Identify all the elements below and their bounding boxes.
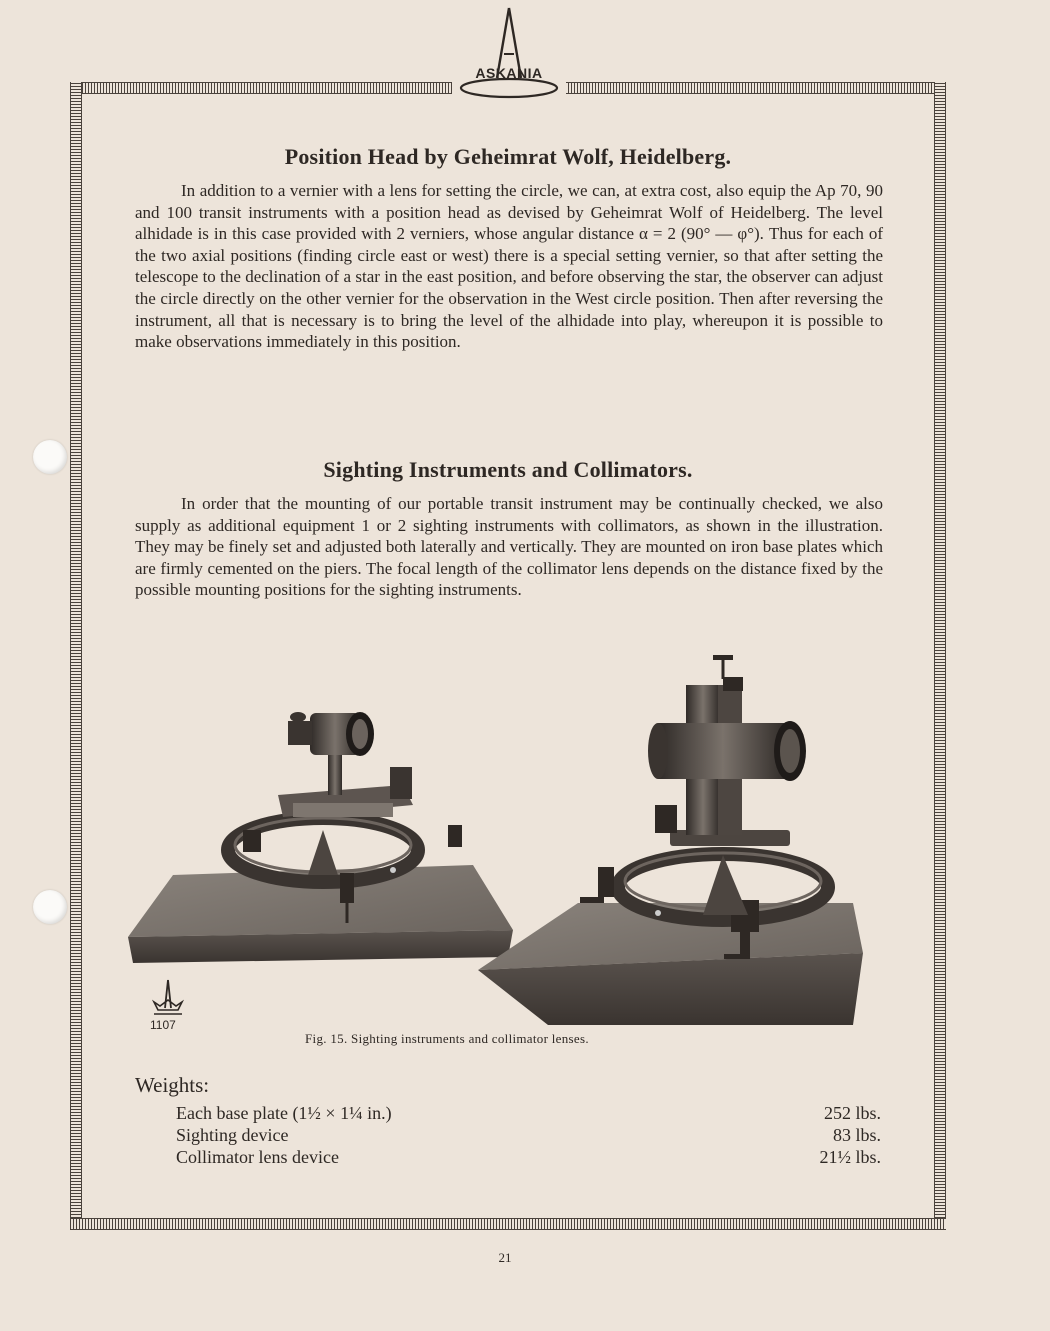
svg-text:ASKANIA: ASKANIA <box>475 65 543 81</box>
askania-crown-mark-icon <box>150 978 186 1018</box>
weights-table <box>176 1102 881 1168</box>
weight-value: 252 lbs. <box>823 1103 881 1123</box>
weight-label: Sighting device <box>176 1125 289 1145</box>
punch-hole-upper <box>33 440 67 474</box>
section-title-position-head: Position Head by Geheimrat Wolf, Heidelberg. <box>284 144 732 169</box>
figure-caption: Fig. 15. Sighting instruments and collimator lenses. <box>305 1031 589 1046</box>
section-body-sighting-instruments: In order that the mounting of our portable transit instrument may be continually checked, we also supply as additional equipment 1 or 2 sighting instruments with collimators, as shown in the illustration. They may be finely set and adjusted both laterally and vertically. They are mounted on iron base plates which are firmly cemented on the piers. The focal length of the collimator lens depends on the distance fixed by the possible mounting positions for the sighting instruments. <box>135 494 883 600</box>
weight-value: 83 lbs. <box>832 1125 881 1145</box>
weights-row <box>176 1124 881 1146</box>
weights-row <box>176 1146 881 1168</box>
weight-label: Collimator lens device <box>176 1147 339 1167</box>
weights-title: Weights: <box>135 1073 210 1097</box>
sighting-device-image <box>128 712 513 963</box>
section-title-sighting-instruments: Sighting Instruments and Collimators. <box>323 457 693 482</box>
figure-illustration <box>128 645 898 1040</box>
frame-right-border <box>934 82 946 1230</box>
weights-row <box>176 1102 881 1124</box>
frame-left-border <box>70 82 82 1230</box>
section-body-position-head: In addition to a vernier with a lens for setting the circle, we can, at extra cost, also equip the Ap 70, 90 and 100 transit instruments with a position head as devised by Geheimrat Wolf of Heidelberg. The level alhidade is in this case provided with 2 verniers, whose angular distance α = 2 (90° — φ°). Thus for each of the two axial positions (finding circle east or west) there is a special setting vernier, so that after setting the telescope to the declination of a star in the east position, and before observing the star, the observer can adjust the circle directly on the other vernier for the observation in the West circle position. Then after reversing the instrument, all that is necessary is to bring the level of the alhidade into play, whereupon it is possible to make observations immediately in this position. <box>135 181 883 352</box>
page-number: 21 <box>498 1250 512 1265</box>
frame-bottom-border <box>70 1218 946 1230</box>
askania-logo <box>455 6 563 102</box>
weight-label: Each base plate (1½ × 1¼ in.) <box>176 1103 392 1123</box>
figure-number: 1107 <box>150 1018 176 1032</box>
weight-value: 21½ lbs. <box>819 1147 881 1167</box>
collimator-device-image <box>478 655 863 1025</box>
punch-hole-lower <box>33 890 67 924</box>
